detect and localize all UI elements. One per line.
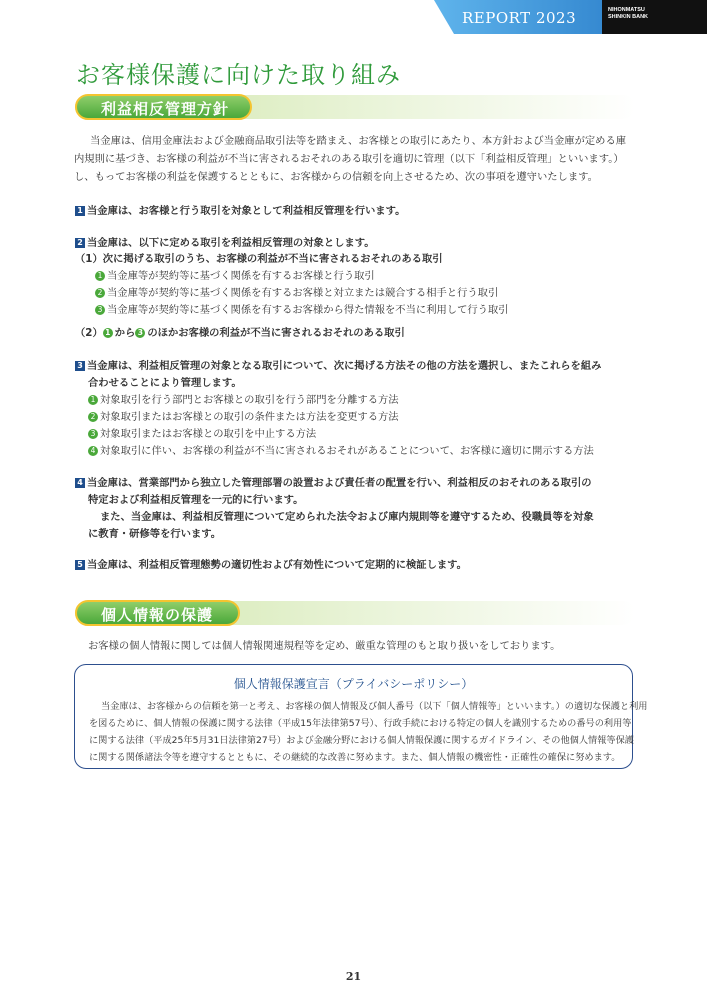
- number-badge: 1: [75, 206, 85, 216]
- policy-item-1: 1 当金庫は、お客様と行う取引を対象として利益相反管理を行います。: [75, 202, 405, 217]
- method-item: 2 対象取引またはお客様との取引の条件または方法を変更する方法: [88, 408, 399, 423]
- circled-number: 1: [103, 328, 113, 338]
- method-item: 1 対象取引を行う部門とお客様との取引を行う部門を分離する方法: [88, 391, 399, 406]
- number-badge: 5: [75, 560, 85, 570]
- policy-item-3: 3 当金庫は、利益相反管理の対象となる取引について、次に掲げる方法その他の方法を選択し、またこれらを組み: [75, 357, 601, 372]
- policy-item-5: 5 当金庫は、利益相反管理態勢の適切性および有効性について定期的に検証します。: [75, 556, 467, 571]
- intro-line: 当金庫は、信用金庫法および金融商品取引法等を踏まえ、お客様との取引にあたり、本方針および当金庫が定める庫: [90, 135, 627, 147]
- circled-number: 1: [88, 395, 98, 405]
- number-badge: 2: [75, 238, 85, 248]
- circled-number: 3: [135, 328, 145, 338]
- intro-line: し、もってお客様の利益を保護するとともに、お客様からの信頼を向上させるため、次の事項を遵守いたします。: [74, 171, 598, 183]
- sub-item: 1 当金庫等が契約等に基づく関係を有するお客様と行う取引: [95, 267, 375, 282]
- bank-name: NIHONMATSU SHINKIN BANK: [608, 7, 649, 20]
- circled-number: 1: [95, 271, 105, 281]
- number-badge: 3: [75, 361, 85, 371]
- circled-number: 4: [88, 446, 98, 456]
- policy-item-3-cont: 合わせることにより管理します。: [88, 377, 242, 389]
- section-pill: 利益相反管理方針: [75, 94, 252, 120]
- policy-item-4-cont: に教育・研修等を行います。: [88, 528, 222, 540]
- privacy-policy-box: [74, 664, 648, 769]
- privacy-intro: お客様の個人情報に関しては個人情報関連規程等を定め、厳重な管理のもと取り扱いをしております。: [88, 640, 561, 652]
- method-item: 4 対象取引に伴い、お客様の利益が不当に害されるおそれがあることについて、お客様に適切に開示する方法: [88, 442, 594, 457]
- number-badge: 4: [75, 478, 85, 488]
- policy-item-4: 4 当金庫は、営業部門から独立した管理部署の設置および責任者の配置を行い、利益相反のおそれのある取引の: [75, 474, 592, 489]
- sub-item: （1）次に掲げる取引のうち、お客様の利益が不当に害されるおそれのある取引: [75, 253, 443, 265]
- page-title: お客様保護に向けた取り組み: [76, 61, 401, 89]
- section-pill: 個人情報の保護: [75, 600, 240, 626]
- circled-number: 2: [88, 412, 98, 422]
- page-number: 21: [345, 970, 362, 983]
- section-heading-bar: [75, 95, 635, 119]
- report-label: REPORT 2023: [462, 9, 577, 27]
- sub-item: 2 当金庫等が契約等に基づく関係を有するお客様と対立または競合する相手と行う取引: [95, 284, 498, 299]
- circled-number: 3: [95, 305, 105, 315]
- circled-number: 2: [95, 288, 105, 298]
- circled-number: 3: [88, 429, 98, 439]
- method-item: 3 対象取引またはお客様との取引を中止する方法: [88, 425, 316, 440]
- sub-item: （2） 1 から 3 のほかお客様の利益が不当に害されるおそれのある取引: [75, 327, 405, 339]
- section-heading-bar: [75, 601, 635, 625]
- sub-item: 3 当金庫等が契約等に基づく関係を有するお客様から得た情報を不当に利用して行う取引: [95, 301, 509, 316]
- policy-item-4-cont: 特定および利益相反管理を一元的に行います。: [88, 494, 304, 506]
- privacy-policy-text: 当金庫は、お客様からの信頼を第一と考え、お客様の個人情報及び個人番号（以下「個人情報等」といいます。）の適切な保護と利用 を図るために、個人情報の保護に関する法律（平成15年法律第57号）、行政手続における特定の個人を識別するための番号の利用等 に関する法律（平成25年5月31日法律第27号）および金融分野における個人情報保護に関するガイドライン、その他個人情報等保護 に関する関係諸法令等を遵守するとともに、その継続的な改善に努めます。また、個人情報の機密性・正確性の確保に努めます。: [89, 701, 648, 763]
- policy-item-2: 2 当金庫は、以下に定める取引を利益相反管理の対象とします。: [75, 234, 375, 249]
- policy-item-4-cont: また、当金庫は、利益相反管理について定められた法令および庫内規則等を遵守するため、役職員等を対象: [100, 511, 594, 523]
- intro-line: 内規則に基づき、お客様の利益が不当に害されるおそれのある取引を適切に管理（以下「利益相反管理」といいます。）: [74, 153, 624, 165]
- privacy-policy-title: 個人情報保護宣言（プライバシーポリシー）: [233, 677, 474, 691]
